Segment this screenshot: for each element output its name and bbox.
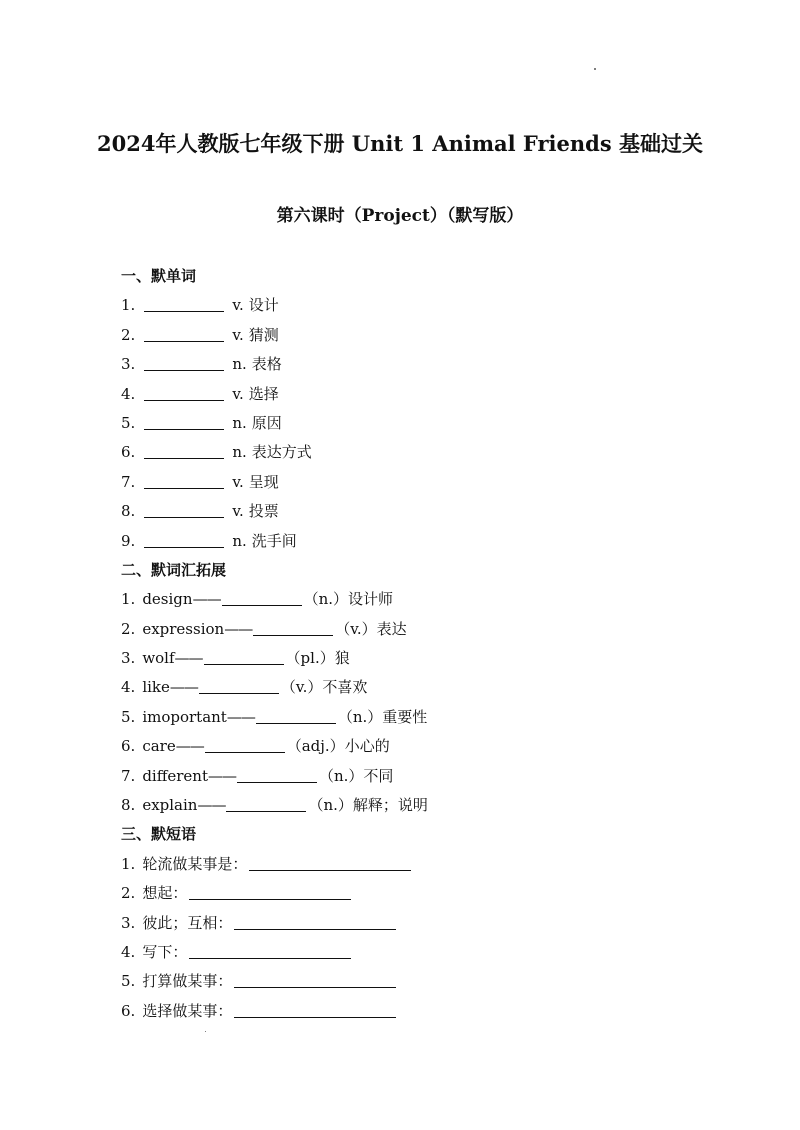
answer-blank[interactable] [237,764,317,783]
list-item [121,732,721,761]
list-item [121,497,721,526]
section-phrases [121,850,721,1026]
word-meaning: 呈现 [248,472,279,491]
item-number: 5. [121,972,136,991]
phrase-prompt: 打算做某事： [142,972,233,991]
item-number: 3. [121,355,136,374]
list-item [121,438,721,467]
phrase-prompt: 写下： [142,942,188,961]
item-number: 3. [121,649,136,668]
corner-mark-bottom [205,1031,206,1032]
phrase-prompt: 想起： [142,884,188,903]
item-number: 9. [121,531,136,550]
list-item [121,762,721,791]
answer-blank[interactable] [144,352,224,371]
item-number: 8. [121,796,136,815]
part-of-speech: （pl.） [285,649,335,668]
base-word: different [142,766,208,785]
part-of-speech: （n.） [303,590,348,609]
base-word: explain [142,796,198,815]
list-item [121,997,721,1026]
list-item [121,350,721,379]
section-extension [121,585,721,820]
answer-blank[interactable] [234,999,396,1018]
word-meaning: 不喜欢 [322,678,368,697]
answer-blank[interactable] [222,587,302,606]
list-item [121,879,721,908]
part-of-speech: n. [232,355,247,374]
answer-blank[interactable] [205,734,285,753]
word-meaning: 选择 [248,384,279,403]
word-meaning: 重要性 [382,707,428,726]
answer-blank[interactable] [249,852,411,871]
item-number: 2. [121,619,136,638]
word-meaning: 不同 [363,766,394,785]
item-number: 7. [121,472,136,491]
word-meaning: 猜测 [248,325,279,344]
item-number: 4. [121,942,136,961]
base-word: wolf [142,649,175,668]
section-heading-extension: 二、默词汇拓展 [121,560,227,579]
list-item [121,468,721,497]
section-heading-words: 一、默单词 [121,267,197,285]
dash-separator: —— [197,796,226,815]
answer-blank[interactable] [199,675,279,694]
list-item [121,703,721,732]
part-of-speech: v. [232,502,244,521]
item-number: 1. [121,590,136,609]
page-title: 2024年人教版七年级下册 Unit 1 Animal Friends 基础过关 [97,131,703,156]
dash-separator: —— [224,619,253,638]
list-item [121,615,721,644]
list-item [121,909,721,938]
answer-blank[interactable] [234,969,396,988]
word-meaning: 设计 [248,296,279,315]
list-item [121,850,721,879]
dash-separator: —— [226,707,255,726]
item-number: 8. [121,502,136,521]
item-number: 1. [121,854,136,873]
part-of-speech: n. [232,413,247,432]
list-item [121,673,721,702]
word-meaning: 原因 [251,413,282,432]
answer-blank[interactable] [144,293,224,312]
word-meaning: 小心的 [344,737,390,756]
list-item [121,791,721,820]
item-number: 6. [121,737,136,756]
answer-blank[interactable] [144,411,224,430]
list-item [121,967,721,996]
word-meaning: 洗手间 [251,531,297,550]
item-number: 1. [121,296,136,315]
section-heading-phrases: 三、默短语 [121,825,197,844]
item-number: 4. [121,678,136,697]
word-meaning: 投票 [248,502,279,521]
corner-mark-top [594,68,596,70]
phrase-prompt: 彼此；互相： [142,913,233,932]
list-item [121,644,721,673]
answer-blank[interactable] [144,499,224,518]
part-of-speech: （v.） [280,678,323,697]
list-item [121,527,721,556]
part-of-speech: n. [232,531,247,550]
list-item [121,380,721,409]
part-of-speech: v. [232,384,244,403]
answer-blank[interactable] [144,470,224,489]
item-number: 3. [121,913,136,932]
part-of-speech: （v.） [335,619,377,638]
worksheet-content [121,262,721,1026]
item-number: 6. [121,1001,136,1020]
item-number: 2. [121,325,136,344]
part-of-speech: （n.） [318,766,364,785]
answer-blank[interactable] [144,382,224,401]
item-number: 7. [121,766,136,785]
answer-blank[interactable] [144,440,224,459]
part-of-speech: v. [232,296,244,315]
answer-blank[interactable] [144,529,224,548]
page-subtitle: 第六课时（Project）（默写版） [276,206,524,226]
dash-separator: —— [175,737,204,756]
answer-blank[interactable] [256,705,336,724]
dash-separator: —— [192,590,221,609]
part-of-speech: （n.） [308,796,353,815]
word-meaning: 解释；说明 [352,796,428,815]
phrase-prompt: 选择做某事： [142,1001,233,1020]
item-number: 5. [121,707,136,726]
list-item [121,409,721,438]
answer-blank[interactable] [189,940,351,959]
list-item [121,291,721,320]
word-meaning: 表格 [251,355,282,374]
word-meaning: 表达 [376,619,407,638]
section-words [121,291,721,556]
answer-blank[interactable] [234,911,396,930]
list-item [121,585,721,614]
part-of-speech: （n.） [337,707,383,726]
dash-separator: —— [174,649,203,668]
base-word: like [142,678,170,697]
base-word: imoportant [142,707,227,726]
dash-separator: —— [207,766,236,785]
word-meaning: 狼 [334,649,350,668]
answer-blank[interactable] [253,617,333,636]
part-of-speech: n. [232,443,247,462]
dash-separator: —— [169,678,198,697]
word-meaning: 表达方式 [251,443,312,462]
answer-blank[interactable] [204,646,284,665]
item-number: 2. [121,884,136,903]
answer-blank[interactable] [144,323,224,342]
phrase-prompt: 轮流做某事是： [142,854,248,873]
base-word: expression [142,619,225,638]
item-number: 5. [121,413,136,432]
word-meaning: 设计师 [348,590,394,609]
item-number: 4. [121,384,136,403]
part-of-speech: v. [232,472,244,491]
base-word: design [142,590,193,609]
part-of-speech: v. [232,325,244,344]
answer-blank[interactable] [189,881,351,900]
base-word: care [142,737,176,756]
list-item [121,321,721,350]
part-of-speech: （adj.） [286,737,345,756]
list-item [121,938,721,967]
answer-blank[interactable] [226,793,306,812]
item-number: 6. [121,443,136,462]
